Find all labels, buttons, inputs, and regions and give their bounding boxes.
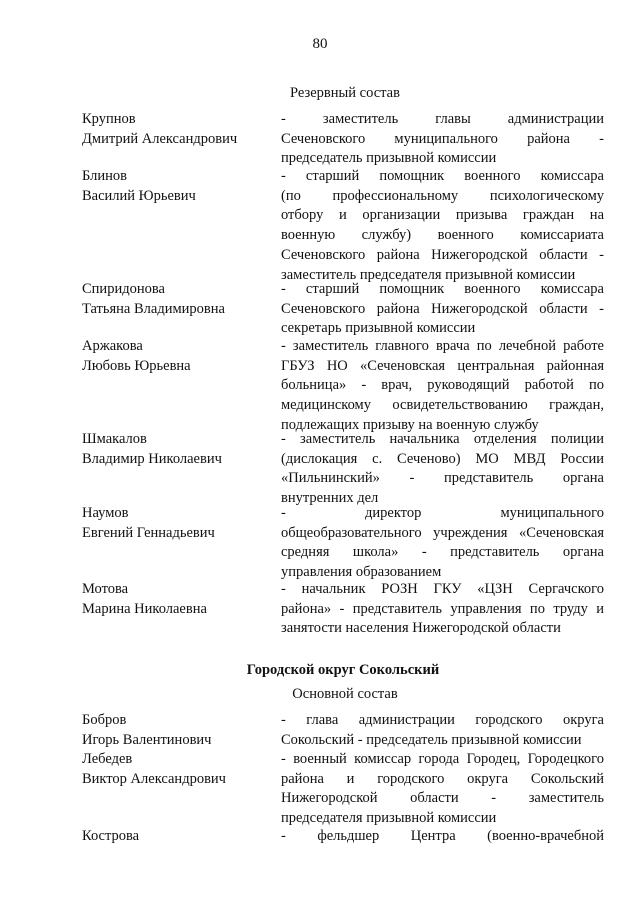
role-line: отбору и организации призыва граждан на (281, 207, 604, 224)
member-given-name: Владимир Николаевич (82, 450, 222, 467)
member-given-name: Василий Юрьевич (82, 187, 196, 204)
role-line: подлежащих призыву на военную службу (281, 416, 539, 433)
member-given-name: Евгений Геннадьевич (82, 524, 215, 541)
role-line: (дислокация с. Сеченово) МО МВД России (281, 450, 604, 467)
section-heading: Городской округ Сокольский (246, 662, 440, 678)
role-line: района» - представитель управления по труду и (281, 600, 604, 617)
role-line: - заместитель главы администрации (281, 111, 604, 127)
member-name (82, 110, 272, 149)
role-line: управления образованием (281, 564, 442, 581)
page-number: 80 (312, 36, 328, 52)
member-name (82, 167, 272, 206)
member-given-name: Татьяна Владимировна (82, 300, 225, 317)
role-line: - заместитель главного врача по лечебной работе (281, 338, 604, 354)
role-line: внутренних дел (281, 490, 379, 507)
role-line: военную службу) военного комиссариата (281, 227, 604, 244)
role-line: - начальник РОЗН ГКУ «ЦЗН Сергачского (281, 581, 604, 597)
role-line: заместитель председателя призывной комиссии (281, 266, 576, 283)
member-surname: Крупнов (82, 111, 136, 127)
member-role (281, 167, 604, 285)
role-line: - директор муниципального (281, 505, 604, 521)
role-line: общеобразовательного учреждения «Сеченовская (281, 524, 604, 541)
member-role (281, 827, 604, 847)
member-surname: Аржакова (82, 338, 143, 354)
main-composition-subtitle: Основной состав (292, 686, 398, 702)
member-name (82, 430, 272, 469)
role-line: Нижегородской области - заместитель (281, 790, 604, 807)
member-role (281, 580, 604, 639)
member-role (281, 504, 604, 583)
role-line: председатель призывной комиссии (281, 150, 497, 167)
member-given-name: Любовь Юрьевна (82, 357, 191, 374)
role-line: - фельдшер Центра (военно-врачебной (281, 828, 604, 844)
role-line: - военный комиссар города Городец, Городецкого (281, 751, 604, 767)
member-surname: Спиридонова (82, 281, 165, 297)
member-name (82, 580, 272, 619)
member-given-name: Марина Николаевна (82, 600, 207, 617)
member-name (82, 711, 272, 750)
member-surname: Мотова (82, 581, 129, 597)
member-surname: Бобров (82, 712, 127, 728)
reserve-subtitle: Резервный состав (290, 85, 400, 101)
member-surname: Шмакалов (82, 431, 147, 447)
member-role (281, 337, 604, 436)
member-role (281, 430, 604, 509)
role-line: - старший помощник военного комиссара (281, 168, 604, 184)
role-line: - старший помощник военного комиссара (281, 281, 604, 297)
member-surname: Наумов (82, 505, 129, 521)
member-given-name: Игорь Валентинович (82, 731, 212, 748)
member-given-name: Дмитрий Александрович (82, 130, 238, 147)
member-name (82, 280, 272, 319)
role-line: Сеченовского района Нижегородской области - (281, 300, 604, 317)
member-role (281, 711, 604, 750)
member-surname: Кострова (82, 828, 140, 844)
member-name (82, 504, 272, 543)
role-line: (по профессиональному психологическому (281, 187, 604, 204)
role-line: занятости населения Нижегородской области (281, 620, 561, 637)
role-line: больница» - врач, руководящий работой по (281, 377, 604, 394)
member-role (281, 110, 604, 169)
member-role (281, 280, 604, 339)
member-name (82, 337, 272, 376)
member-name (82, 750, 272, 789)
role-line: района и городского округа Сокольский (281, 770, 604, 787)
role-line: секретарь призывной комиссии (281, 320, 476, 337)
member-role (281, 750, 604, 829)
member-given-name: Виктор Александрович (82, 770, 226, 787)
member-surname: Лебедев (82, 751, 133, 767)
role-line: - глава администрации городского округа (281, 712, 604, 728)
member-surname: Блинов (82, 168, 127, 184)
role-line: председателя призывной комиссии (281, 810, 497, 827)
role-line: Сокольский - председатель призывной комиссии (281, 731, 582, 748)
role-line: Сеченовского района Нижегородской области - (281, 246, 604, 263)
role-line: «Пильнинский» - представитель органа (281, 470, 604, 487)
role-line: Сеченовского муниципального района - (281, 130, 604, 147)
member-name (82, 827, 272, 847)
role-line: средняя школа» - представитель органа (281, 544, 604, 561)
role-line: медицинскому освидетельствованию граждан, (281, 397, 604, 414)
role-line: ГБУЗ НО «Сеченовская центральная районная (281, 357, 604, 374)
role-line: - заместитель начальника отделения полиции (281, 431, 604, 447)
